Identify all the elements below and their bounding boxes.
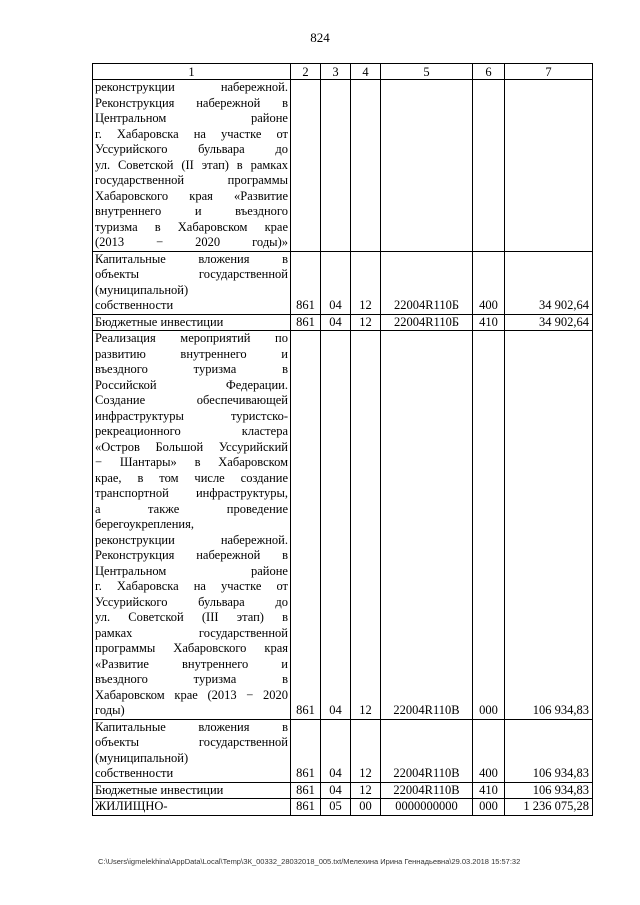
cell-amount: 34 902,64 [505, 314, 593, 331]
cell-ministry: 861 [291, 251, 321, 314]
cell-subsection: 00 [351, 799, 381, 816]
header-cell: 7 [505, 64, 593, 80]
budget-table [92, 63, 593, 816]
cell-subsection: 12 [351, 782, 381, 799]
cell-expense-type: 410 [473, 314, 505, 331]
cell-ministry: 861 [291, 331, 321, 720]
cell-target-article: 22004R110В [381, 782, 473, 799]
cell-ministry: 861 [291, 782, 321, 799]
cell-ministry [291, 80, 321, 252]
cell-section: 05 [321, 799, 351, 816]
header-cell: 2 [291, 64, 321, 80]
cell-amount [505, 80, 593, 252]
cell-ministry: 861 [291, 719, 321, 782]
cell-amount: 106 934,83 [505, 719, 593, 782]
cell-target-article: 22004R110Б [381, 314, 473, 331]
cell-section: 04 [321, 719, 351, 782]
cell-expense-type: 000 [473, 799, 505, 816]
cell-target-article [381, 80, 473, 252]
cell-section: 04 [321, 331, 351, 720]
header-cell: 5 [381, 64, 473, 80]
header-cell: 1 [93, 64, 291, 80]
table-row [93, 314, 593, 331]
row-name-cell: Бюджетные инвестиции [93, 782, 291, 799]
cell-subsection: 12 [351, 251, 381, 314]
cell-target-article: 22004R110В [381, 719, 473, 782]
cell-target-article: 22004R110Б [381, 251, 473, 314]
row-name-cell: Капитальные вложения в объекты государственной (муниципальной) собственности [93, 251, 291, 314]
cell-section [321, 80, 351, 252]
cell-subsection: 12 [351, 719, 381, 782]
cell-expense-type: 400 [473, 719, 505, 782]
cell-target-article: 0000000000 [381, 799, 473, 816]
cell-target-article: 22004R110В [381, 331, 473, 720]
cell-amount: 1 236 075,28 [505, 799, 593, 816]
header-cell: 3 [321, 64, 351, 80]
table-row [93, 80, 593, 252]
row-name-cell: ЖИЛИЩНО- [93, 799, 291, 816]
table-row [93, 719, 593, 782]
cell-subsection [351, 80, 381, 252]
cell-section: 04 [321, 314, 351, 331]
row-name-cell: Реализация мероприятий по развитию внутреннего и въездного туризма в Российской Федерации. Создание обеспечивающей инфраструктуры туристско- рекреационного кластера «Остров Большой Уссурийский − Шантары» в Хабаровском крае, в том числе создание транспортной инфраструктуры, а также проведение берегоукрепления, реконструкции набережной. Реконструкция набережной в Центральном районе г. Хабаровска на участке от Уссурийского бульвара до ул. Советской (III этап) в рамках государственной программы Хабаровского края «Развитие внутреннего и въездного туризма в Хабаровском крае (2013 − 2020 годы) [93, 331, 291, 720]
row-name-cell: Бюджетные инвестиции [93, 314, 291, 331]
header-cell: 6 [473, 64, 505, 80]
header-cell: 4 [351, 64, 381, 80]
cell-amount: 34 902,64 [505, 251, 593, 314]
cell-expense-type: 410 [473, 782, 505, 799]
table-row [93, 782, 593, 799]
table-row [93, 799, 593, 816]
cell-ministry: 861 [291, 799, 321, 816]
cell-amount: 106 934,83 [505, 331, 593, 720]
row-name-cell: реконструкции набережной. Реконструкция набережной в Центральном районе г. Хабаровска на участке от Уссурийского бульвара до ул. Советской (II этап) в рамках государственной программы Хабаровского края «Развитие внутреннего и въездного туризма в Хабаровском крае (2013 − 2020 годы)» [93, 80, 291, 252]
row-name-cell: Капитальные вложения в объекты государственной (муниципальной) собственности [93, 719, 291, 782]
cell-expense-type: 400 [473, 251, 505, 314]
cell-expense-type: 000 [473, 331, 505, 720]
table-header-row [93, 64, 593, 80]
cell-expense-type [473, 80, 505, 252]
document-footer-path: C:\Users\igmelekhina\AppData\Local\Temp\ЗК_00332_28032018_005.txt/Мелехина Ирина Геннадьевна\29.03.2018 15:57:32 [98, 857, 521, 866]
table-row [93, 251, 593, 314]
cell-ministry: 861 [291, 314, 321, 331]
cell-amount: 106 934,83 [505, 782, 593, 799]
cell-subsection: 12 [351, 331, 381, 720]
page-number: 824 [310, 30, 330, 45]
cell-subsection: 12 [351, 314, 381, 331]
table-row [93, 331, 593, 720]
cell-section: 04 [321, 782, 351, 799]
cell-section: 04 [321, 251, 351, 314]
